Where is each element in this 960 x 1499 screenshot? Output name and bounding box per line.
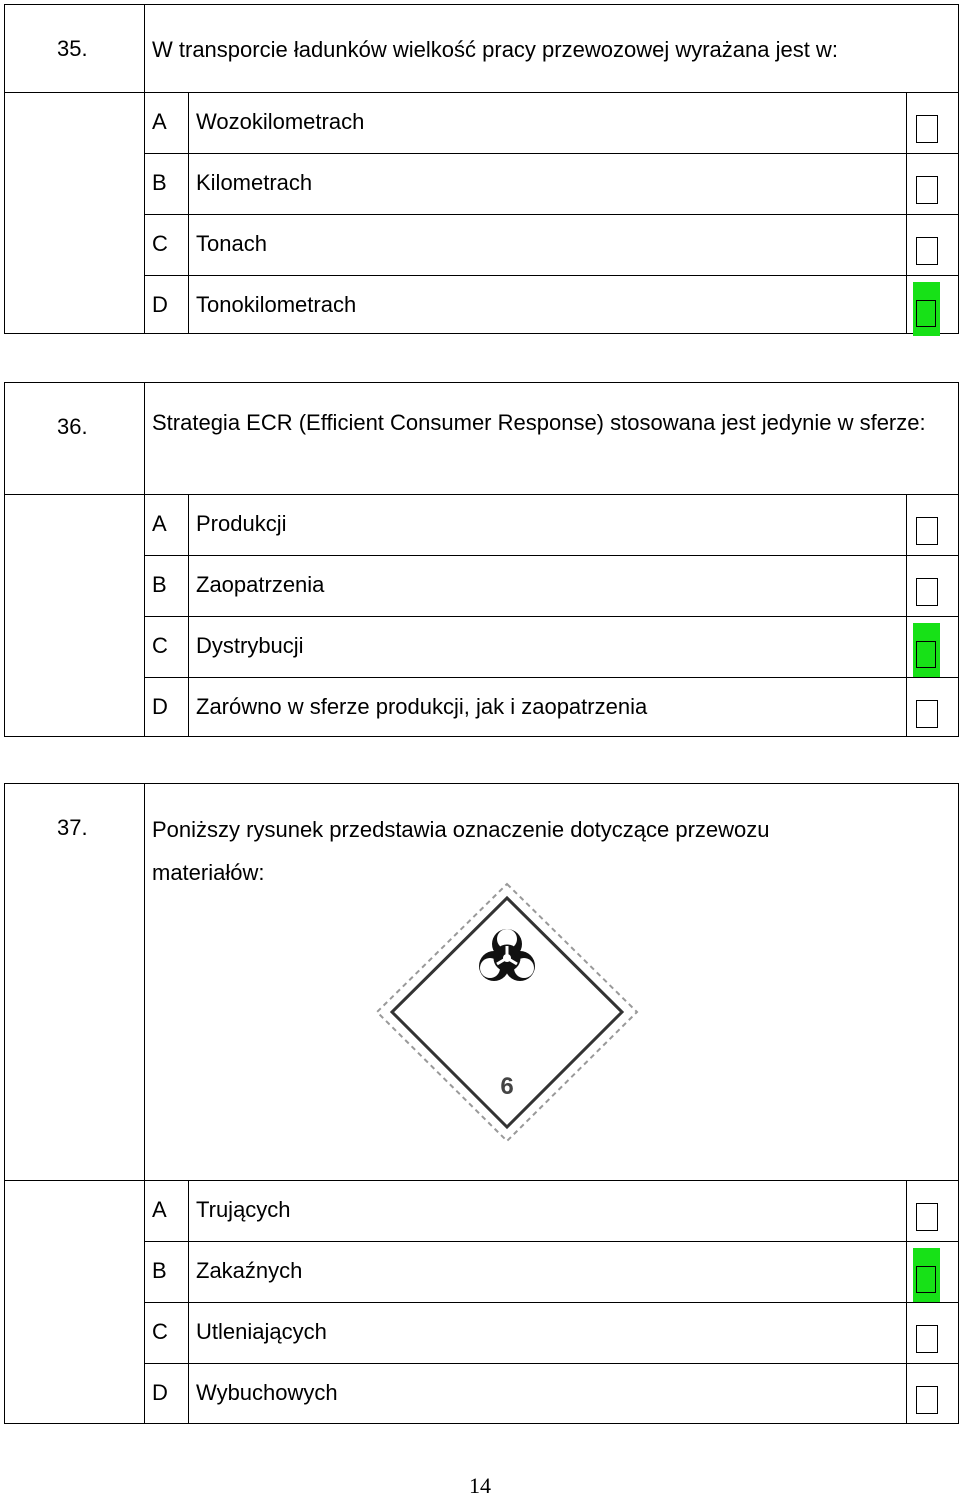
answer-row-a[interactable]	[145, 93, 958, 154]
answer-letter: A	[152, 511, 167, 536]
answer-checkbox[interactable]	[916, 115, 938, 143]
answers-left-spacer	[5, 93, 145, 334]
answer-text: Trujących	[196, 1197, 291, 1222]
answer-letter-cell	[145, 495, 189, 555]
question-36	[4, 382, 959, 737]
answer-text: Utleniających	[196, 1319, 327, 1344]
question-number: 37.	[57, 815, 88, 840]
question-number-cell	[5, 383, 145, 494]
answer-checkbox-cell	[906, 215, 958, 275]
answer-letter-cell	[145, 556, 189, 616]
answer-letter: D	[152, 292, 168, 317]
answer-row-a[interactable]	[145, 1181, 958, 1242]
answer-letter-cell	[145, 1242, 189, 1302]
answer-text: Dystrybucji	[196, 633, 304, 658]
question-number-cell	[5, 5, 145, 92]
answer-letter-cell	[145, 93, 189, 153]
answer-text: Zarówno w sferze produkcji, jak i zaopatrzenia	[196, 694, 648, 719]
correct-answer-marker[interactable]	[913, 1248, 940, 1302]
answer-letter: B	[152, 1258, 167, 1283]
answer-checkbox[interactable]	[916, 176, 938, 204]
hazard-class-number: 6	[500, 1073, 514, 1100]
answer-checkbox-cell	[906, 678, 958, 737]
answer-letter-cell	[145, 617, 189, 677]
correct-answer-marker[interactable]	[913, 282, 940, 336]
answer-text: Tonokilometrach	[196, 292, 357, 317]
answer-checkbox-cell	[906, 276, 958, 334]
answer-letter-cell	[145, 1303, 189, 1363]
answer-checkbox-cell	[906, 154, 958, 214]
answer-checkbox-cell	[906, 93, 958, 153]
answer-text: Tonach	[196, 231, 267, 256]
answer-row-b[interactable]	[145, 556, 958, 617]
answer-letter: D	[152, 1380, 168, 1405]
answer-letter-cell	[145, 215, 189, 275]
answer-checkbox[interactable]	[916, 1386, 938, 1414]
answer-row-c[interactable]	[145, 215, 958, 276]
answer-checkbox[interactable]	[916, 578, 938, 606]
question-text: Strategia ECR (Efficient Consumer Response) stosowana jest jedynie w sferze:	[152, 410, 926, 435]
answers-left-spacer	[5, 495, 145, 737]
answer-checkbox[interactable]	[916, 700, 938, 728]
answer-row-b[interactable]	[145, 154, 958, 215]
answer-checkbox-cell	[906, 1242, 958, 1302]
page-number: 14	[469, 1473, 491, 1498]
answer-text: Wozokilometrach	[196, 109, 365, 134]
answer-letter-cell	[145, 154, 189, 214]
question-number-cell	[5, 784, 145, 1180]
question-text: Poniższy rysunek przedstawia oznaczenie dotyczące przewozu materiałów:	[152, 817, 770, 885]
answer-letter: B	[152, 170, 167, 195]
answer-checkbox-cell	[906, 495, 958, 555]
answer-checkbox-cell	[906, 1364, 958, 1424]
question-number: 36.	[57, 414, 88, 439]
answer-checkbox-cell	[906, 617, 958, 677]
correct-answer-marker[interactable]	[913, 623, 940, 677]
question-number: 35.	[57, 36, 88, 61]
answer-letter: A	[152, 1197, 167, 1222]
answer-row-a[interactable]	[145, 495, 958, 556]
answer-text: Zakaźnych	[196, 1258, 303, 1283]
answer-text: Kilometrach	[196, 170, 313, 195]
answer-row-c[interactable]	[145, 617, 958, 678]
answer-row-d[interactable]	[145, 276, 958, 334]
answer-checkbox[interactable]	[916, 517, 938, 545]
answer-checkbox-cell	[906, 1181, 958, 1241]
answers-left-spacer	[5, 1181, 145, 1424]
answer-row-c[interactable]	[145, 1303, 958, 1364]
answer-letter-cell	[145, 276, 189, 334]
answer-letter: C	[152, 231, 168, 256]
answer-letter: D	[152, 694, 168, 719]
answer-letter: C	[152, 1319, 168, 1344]
question-header	[5, 5, 958, 93]
answer-letter-cell	[145, 1364, 189, 1424]
answer-row-d[interactable]	[145, 1364, 958, 1424]
answer-checkbox-cell	[906, 556, 958, 616]
hazard-label-sign	[372, 880, 642, 1145]
answer-letter: B	[152, 572, 167, 597]
answer-text: Zaopatrzenia	[196, 572, 325, 597]
answer-checkbox[interactable]	[916, 237, 938, 265]
answer-checkbox-cell	[906, 1303, 958, 1363]
answer-checkbox[interactable]	[916, 1325, 938, 1353]
question-35	[4, 4, 959, 334]
answer-letter-cell	[145, 678, 189, 737]
answer-row-b[interactable]	[145, 1242, 958, 1303]
answer-letter: C	[152, 633, 168, 658]
answer-letter-cell	[145, 1181, 189, 1241]
answer-checkbox[interactable]	[916, 1203, 938, 1231]
question-header	[5, 383, 958, 495]
question-text: W transporcie ładunków wielkość pracy przewozowej wyrażana jest w:	[152, 37, 838, 62]
answer-row-d[interactable]	[145, 678, 958, 737]
answer-text: Produkcji	[196, 511, 287, 536]
answer-text: Wybuchowych	[196, 1380, 338, 1405]
answer-letter: A	[152, 109, 167, 134]
